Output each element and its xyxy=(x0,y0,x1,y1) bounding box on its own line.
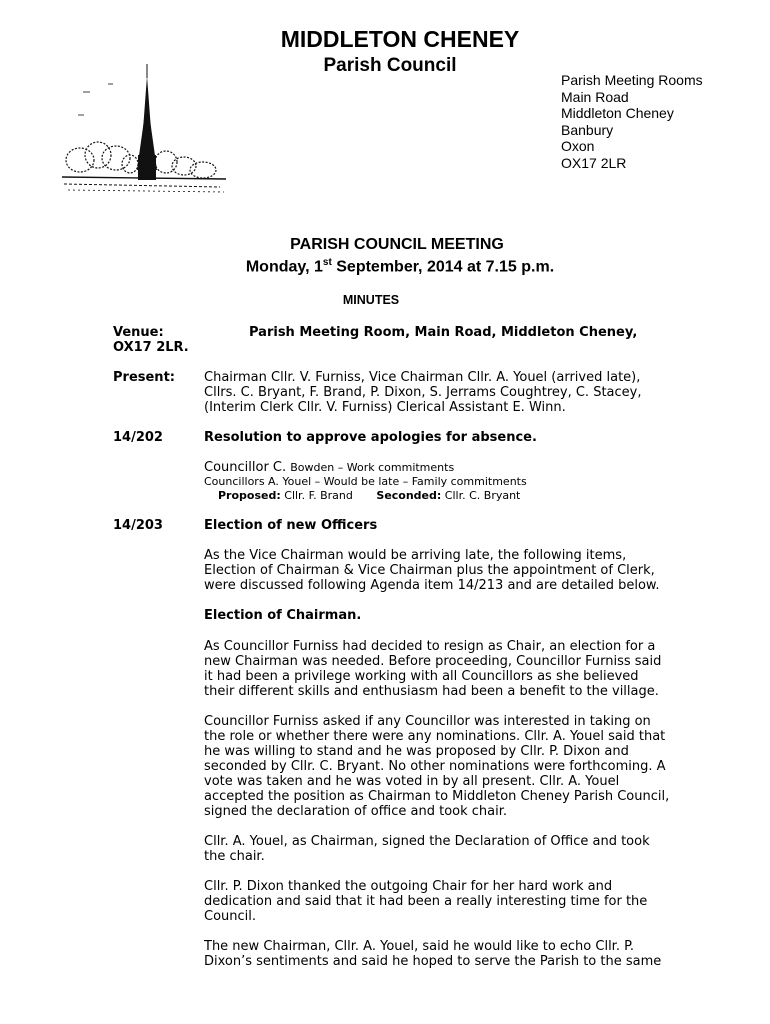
paragraph xyxy=(204,834,664,864)
apology-line-start: Councillor C. xyxy=(204,460,291,475)
text-line: As Councillor Furniss had decided to resign as Chair, an election for a xyxy=(204,639,656,654)
text-line: vote was taken and he was voted in by all present. Cllr. A. Youel xyxy=(204,774,620,789)
seconded-value: Cllr. C. Bryant xyxy=(444,489,521,502)
present-line: (Interim Clerk Cllr. V. Furniss) Clerical Assistant E. Winn. xyxy=(204,400,566,415)
address-line: OX17 2LR xyxy=(561,154,627,171)
address-line: Banbury xyxy=(561,121,614,138)
text-line: Councillor Furniss asked if any Councillor was interested in taking on xyxy=(204,714,651,729)
text-line: Election of Chairman & Vice Chairman plus the appointment of Clerk, xyxy=(204,563,655,578)
text-line: Cllr. P. Dixon thanked the outgoing Chair for her hard work and xyxy=(204,879,613,894)
paragraph xyxy=(204,639,664,699)
text-line: new Chairman was needed. Before proceeding, Councillor Furniss said xyxy=(204,654,662,669)
proposed-label: Proposed: xyxy=(218,489,281,502)
item-heading: Resolution to approve apologies for absence. xyxy=(204,430,537,445)
text-line: Dixon’s sentiments and said he hoped to serve the Parish to the same xyxy=(204,954,662,969)
text-line: seconded by Cllr. C. Bryant. No other nominations were forthcoming. A xyxy=(204,759,666,774)
minutes-label: MINUTES xyxy=(342,293,400,307)
meeting-date xyxy=(0,257,770,276)
date-ordinal: st xyxy=(322,257,332,268)
present-label: Present: xyxy=(113,370,175,385)
text-line: As the Vice Chairman would be arriving late, the following items, xyxy=(204,548,627,563)
proposal-line xyxy=(204,489,664,503)
address-line: Parish Meeting Rooms xyxy=(561,72,703,88)
venue-postcode: OX17 2LR. xyxy=(113,340,189,355)
sub-heading: Election of Chairman. xyxy=(204,608,362,623)
proposed-value: Cllr. F. Brand xyxy=(284,489,353,502)
text-line: he was willing to stand and he was proposed by Cllr. P. Dixon and xyxy=(204,744,629,759)
text-line: were discussed following Agenda item 14/213 and are detailed below. xyxy=(204,578,660,593)
item-number: 14/202 xyxy=(113,430,163,445)
church-spire-logo xyxy=(58,60,230,200)
date-suffix: September, 2014 at 7.15 p.m. xyxy=(331,258,555,276)
text-line: Cllr. A. Youel, as Chairman, signed the Declaration of Office and took xyxy=(204,834,650,849)
org-name: MIDDLETON CHENEY xyxy=(280,26,520,52)
org-subtitle: Parish Council xyxy=(323,55,457,76)
text-line: the chair. xyxy=(204,849,265,864)
text-line: it had been a privilege working with all Councillors as she believed xyxy=(204,669,639,684)
paragraph xyxy=(204,548,664,593)
text-line: dedication and said that it had been a really interesting time for the xyxy=(204,894,648,909)
text-line: their different skills and enthusiasm had been a benefit to the village. xyxy=(204,684,659,699)
address-block xyxy=(561,72,703,171)
address-line: Oxon xyxy=(561,138,595,154)
apologies-list xyxy=(204,460,664,503)
paragraph xyxy=(204,879,664,924)
venue-label: Venue: xyxy=(113,325,164,340)
text-line: The new Chairman, Cllr. A. Youel, said he would like to echo Cllr. P. xyxy=(204,939,635,954)
present-list xyxy=(204,370,664,415)
date-prefix: Monday, 1 xyxy=(245,258,323,276)
item-heading: Election of new Officers xyxy=(204,518,378,533)
meeting-title: PARISH COUNCIL MEETING xyxy=(290,236,504,253)
present-line: Chairman Cllr. V. Furniss, Vice Chairman Cllr. A. Youel (arrived late), xyxy=(204,370,641,385)
present-line: Cllrs. C. Bryant, F. Brand, P. Dixon, S. Jerrams Coughtrey, C. Stacey, xyxy=(204,385,642,400)
text-line: Council. xyxy=(204,909,257,924)
text-line: the role or whether there were any nominations. Cllr. A. Youel said that xyxy=(204,729,666,744)
address-line: Main Road xyxy=(561,88,629,105)
text-line: signed the declaration of office and took chair. xyxy=(204,804,508,819)
apology-line: Councillors A. Youel – Would be late – Family commitments xyxy=(204,475,527,488)
paragraph xyxy=(204,939,664,969)
paragraph xyxy=(204,714,670,819)
item-number: 14/203 xyxy=(113,518,163,533)
text-line: accepted the position as Chairman to Middleton Cheney Parish Council, xyxy=(204,789,670,804)
seconded-label: Seconded: xyxy=(376,489,442,502)
address-line: Middleton Cheney xyxy=(561,105,674,121)
venue-text: Parish Meeting Room, Main Road, Middleton Cheney, xyxy=(249,325,638,340)
apology-line xyxy=(204,460,664,475)
apology-line-rest: Bowden – Work commitments xyxy=(290,461,455,474)
